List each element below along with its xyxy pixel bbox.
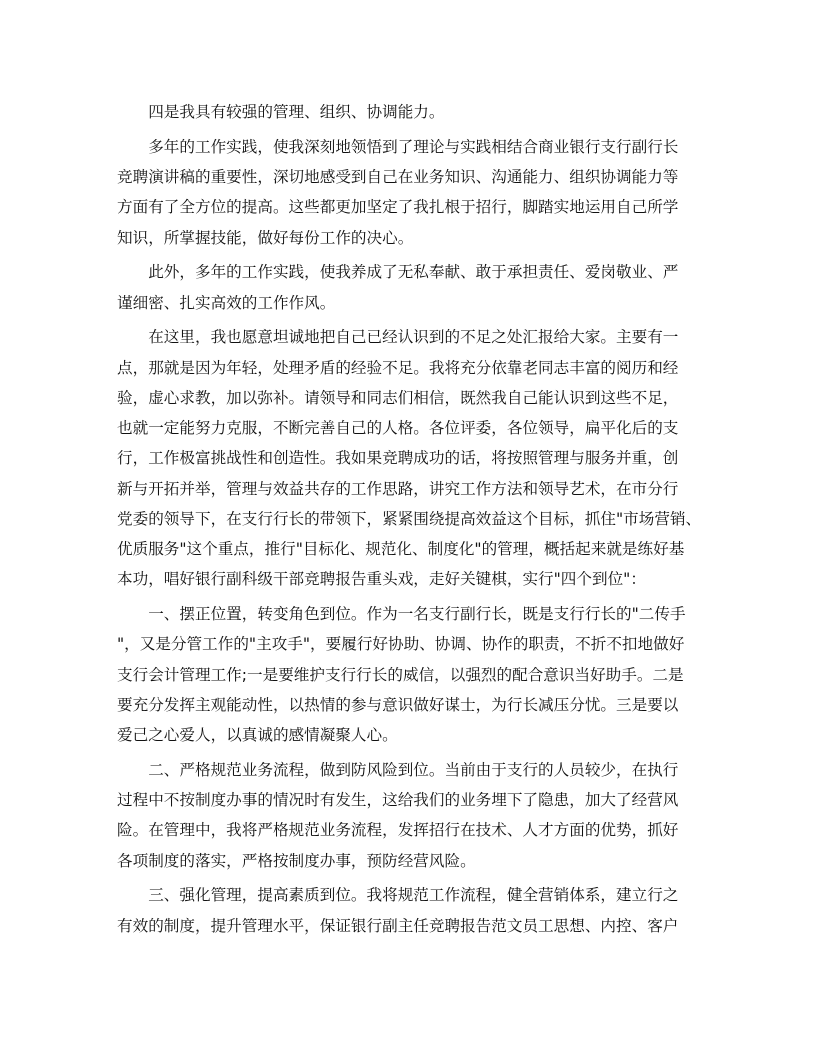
text-line: 一、摆正位置，转变角色到位。作为一名支行副行长，既是支行行长的"二传手 xyxy=(117,605,686,623)
text-line: 险。在管理中，我将严格规范业务流程，发挥招行在技术、人才方面的优势，抓好 xyxy=(117,821,679,840)
text-line: 本功，唱好银行副科级干部竞聘报告重头戏，走好关键棋，实行"四个到位"： xyxy=(117,570,646,589)
text-line: 新与开拓并举，管理与效益共存的工作思路，讲究工作方法和领导艺术，在市分行 xyxy=(117,479,679,498)
text-line: 要充分发挥主观能动性，以热情的参与意识做好谋士，为行长减压分忧。三是要以 xyxy=(117,695,679,714)
text-line: 也就一定能努力克服，不断完善自己的人格。各位评委，各位领导，扁平化后的支 xyxy=(117,419,679,437)
text-line: 验，虚心求教，加以弥补。请领导和同志们相信，既然我自己能认识到这些不足， xyxy=(117,388,679,407)
text-line: 党委的领导下，在支行行长的带领下，紧紧围绕提高效益这个目标，抓住"市场营销、 xyxy=(117,509,702,528)
text-line: 在这里，我也愿意坦诚地把自己已经认识到的不足之处汇报给大家。主要有一 xyxy=(117,328,679,347)
text-line: 各项制度的落实，严格按制度办事，预防经营风险。 xyxy=(117,851,476,870)
text-line: 爱己之心爱人，以真诚的感情凝聚人心。 xyxy=(117,726,398,744)
text-line: 谨细密、扎实高效的工作作风。 xyxy=(117,293,336,312)
text-line: 二、严格规范业务流程，做到防风险到位。当前由于支行的人员较少，在执行 xyxy=(117,760,679,779)
text-line: 优质服务"这个重点，推行"目标化、规范化、制度化"的管理，概括起来就是练好基 xyxy=(117,540,685,558)
text-line: 四是我具有较强的管理、组织、协调能力。 xyxy=(117,103,445,121)
text-line: 行，工作极富挑战性和创造性。我如果竞聘成功的话，将按照管理与服务并重，创 xyxy=(117,449,679,468)
text-line: 过程中不按制度办事的情况时有发生，这给我们的业务埋下了隐患，加大了经营风 xyxy=(117,791,679,809)
text-line: 知识，所掌握技能，做好每份工作的决心。 xyxy=(117,228,414,247)
text-line: 竞聘演讲稿的重要性，深切地感受到自己在业务知识、沟通能力、组织协调能力等 xyxy=(117,168,679,186)
text-line: 方面有了全方位的提高。这些都更加坚定了我扎根于招行，脚踏实地运用自己所学 xyxy=(117,198,679,217)
text-line: 有效的制度，提升管理水平，保证银行副主任竞聘报告范文员工思想、内控、客户 xyxy=(117,916,679,935)
text-line: 支行会计管理工作;一是要维护支行行长的威信，以强烈的配合意识当好助手。二是 xyxy=(117,665,684,684)
document-body xyxy=(117,97,702,941)
text-line: 此外，多年的工作实践，使我养成了无私奉献、敢于承担责任、爱岗敬业、严 xyxy=(117,263,679,282)
text-line: 多年的工作实践，使我深刻地领悟到了理论与实践相结合商业银行支行副行长 xyxy=(117,137,679,156)
text-line: 三、强化管理，提高素质到位。我将规范工作流程，健全营销体系，建立行之 xyxy=(117,886,679,905)
text-line: "，又是分管工作的"主攻手"，要履行好协助、协调、协作的职责，不折不扣地做好 xyxy=(117,635,685,654)
text-line: 点，那就是因为年轻，处理矛盾的经验不足。我将充分依靠老同志丰富的阅历和经 xyxy=(117,358,679,377)
